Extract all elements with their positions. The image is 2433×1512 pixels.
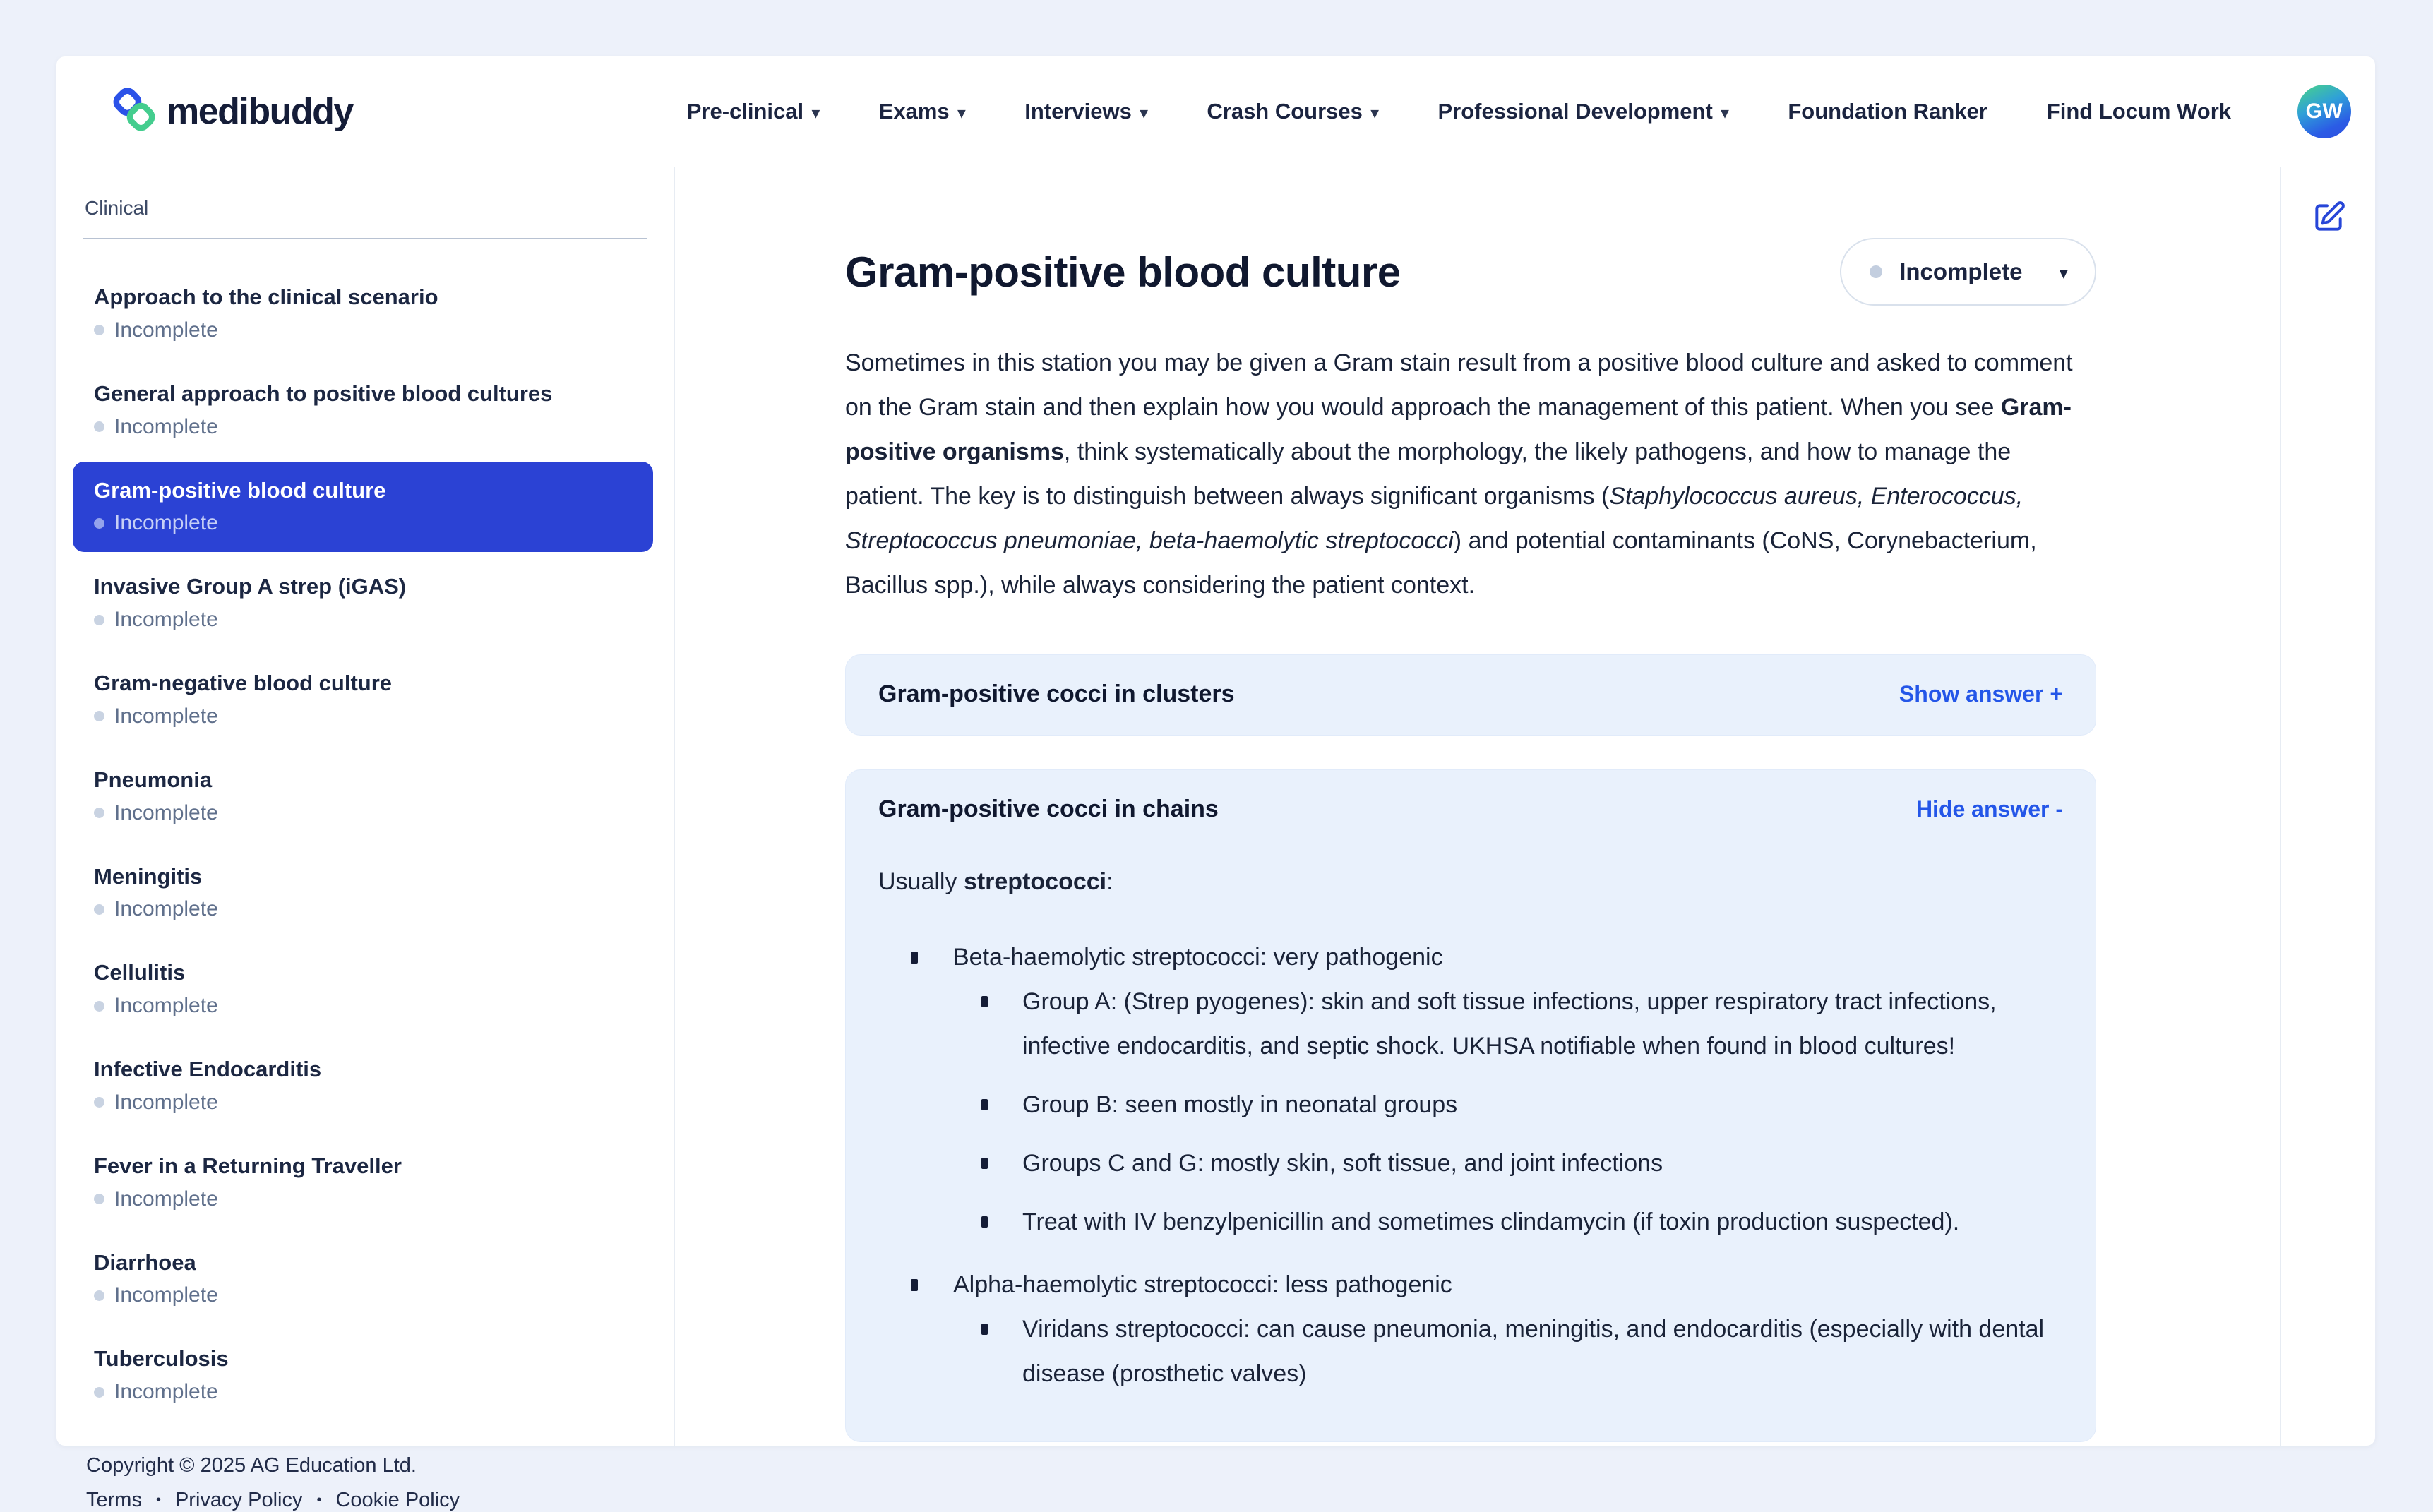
- sidebar-item-status: [94, 897, 635, 921]
- status-label: Incomplete: [114, 994, 218, 1017]
- intro-paragraph: [845, 341, 2096, 608]
- sidebar: [56, 167, 675, 1511]
- accordion-header[interactable]: [878, 680, 2063, 708]
- sidebar-item-status: [94, 994, 635, 1018]
- status-dropdown-label: Incomplete: [1899, 258, 2023, 284]
- sidebar-item-title: Approach to the clinical scenario: [94, 284, 438, 309]
- sidebar-item-status: [94, 511, 635, 535]
- sidebar-item-status: [94, 1187, 635, 1211]
- text-segment: Sometimes in this station you may be given a Gram stain result from a positive blood culture and asked to comment on the Gram stain and then explain how you would approach the management of this patient. When you see: [845, 349, 2073, 421]
- logo[interactable]: [112, 87, 353, 137]
- sidebar-item[interactable]: [73, 1040, 653, 1132]
- sidebar-item[interactable]: [73, 1234, 653, 1325]
- sidebar-item-title: Gram-positive blood culture: [94, 477, 386, 503]
- text-segment: :: [1106, 868, 1113, 895]
- nav-item-label: Interviews: [1024, 99, 1132, 124]
- status-label: Incomplete: [114, 511, 218, 535]
- footer-link[interactable]: Cookie Policy: [335, 1489, 460, 1511]
- status-label: Incomplete: [114, 800, 218, 824]
- app-window: [56, 56, 2375, 1511]
- status-label: Incomplete: [114, 1090, 218, 1114]
- sidebar-item-status: [94, 415, 635, 439]
- sidebar-list: [83, 268, 647, 1421]
- body-row: [56, 167, 2375, 1511]
- edit-icon[interactable]: [2311, 200, 2346, 235]
- status-dot-icon: [94, 808, 104, 818]
- sidebar-item-title: General approach to positive blood cultures: [94, 380, 553, 406]
- sidebar-item-title: Fever in a Returning Traveller: [94, 1153, 402, 1178]
- accordion-title: Gram-positive cocci in clusters: [878, 680, 1235, 707]
- sidebar-item[interactable]: [73, 751, 653, 842]
- sidebar-item[interactable]: [73, 1137, 653, 1228]
- status-dot-icon: [1870, 265, 1882, 278]
- bullet-text: Alpha-haemolytic streptococci: less pathogenic: [953, 1271, 1452, 1298]
- sidebar-item[interactable]: [73, 365, 653, 456]
- title-row: [845, 238, 2096, 306]
- accordion-body: [878, 860, 2063, 1396]
- bullet-item: [878, 1263, 2063, 1396]
- status-dot-icon: [94, 615, 104, 625]
- status-dot-icon: [94, 325, 104, 335]
- sidebar-item[interactable]: [73, 944, 653, 1035]
- text-segment: Staphylococcus aureus, Enterococcus, Streptococcus pneumoniae, beta-haemolytic streptococci: [845, 483, 2023, 554]
- accordion-toggle-link[interactable]: Show answer +: [1899, 681, 2063, 707]
- logo-wordmark: medibuddy: [167, 91, 353, 132]
- sidebar-divider: [83, 238, 647, 239]
- status-label: Incomplete: [114, 608, 218, 631]
- page-title: Gram-positive blood culture: [845, 248, 1401, 296]
- status-dot-icon: [94, 518, 104, 529]
- accordion: [845, 769, 2096, 1442]
- text-segment: Usually: [878, 868, 964, 895]
- status-dot-icon: [94, 711, 104, 721]
- sidebar-item-title: Invasive Group A strep (iGAS): [94, 574, 407, 599]
- footer-link-separator: •: [155, 1492, 161, 1508]
- main-panel: [675, 167, 2280, 1446]
- sidebar-item[interactable]: [73, 462, 653, 553]
- status-label: Incomplete: [114, 1187, 218, 1211]
- sidebar-item-title: Cellulitis: [94, 960, 186, 985]
- accordion: [845, 654, 2096, 736]
- status-label: Incomplete: [114, 318, 218, 342]
- nav-item-label: Professional Development: [1437, 99, 1713, 124]
- top-header: [56, 56, 2375, 167]
- status-dot-icon: [94, 1387, 104, 1398]
- bullet-text: Groups C and G: mostly skin, soft tissue, and joint infections: [1022, 1150, 1663, 1177]
- nav-item-foundation-ranker[interactable]: [1788, 99, 1987, 124]
- nav-item-label: Pre-clinical: [686, 99, 804, 124]
- avatar[interactable]: GW: [2297, 85, 2351, 138]
- bullet-list: [878, 935, 2063, 1396]
- bullet-text: Viridans streptococci: can cause pneumonia, meningitis, and endocarditis (especially with dental disease (prosthetic valves): [1022, 1316, 2045, 1387]
- sidebar-item-status: [94, 801, 635, 825]
- nav-item-crash-courses[interactable]: [1207, 99, 1378, 124]
- sidebar-item-status: [94, 1091, 635, 1115]
- text-segment: ) and potential contaminants (CoNS, Corynebacterium, Bacillus spp.), while always considering the patient context.: [845, 527, 2037, 599]
- sidebar-item[interactable]: [73, 848, 653, 939]
- status-dot-icon: [94, 1097, 104, 1108]
- bullet-item: [878, 935, 2063, 1244]
- footer-links: [86, 1489, 645, 1512]
- nav-item-label: Crash Courses: [1207, 99, 1363, 124]
- bullet-sublist: [953, 980, 2063, 1244]
- medibuddy-logo-icon: [112, 87, 157, 137]
- bullet-sublist: [953, 1307, 2063, 1396]
- status-label: Incomplete: [114, 1283, 218, 1307]
- main-content: [675, 167, 2280, 1442]
- sidebar-item[interactable]: [73, 1330, 653, 1421]
- sidebar-item-status: [94, 318, 635, 342]
- accordion-header[interactable]: [878, 796, 2063, 823]
- sidebar-item-status: [94, 704, 635, 728]
- text-segment: Gram-positive organisms: [845, 394, 2072, 465]
- bullet-text: Beta-haemolytic streptococci: very pathogenic: [953, 944, 1443, 971]
- nav-item-label: Exams: [878, 99, 950, 124]
- accordion-toggle-link[interactable]: Hide answer -: [1915, 796, 2063, 822]
- bullet-text: Group B: seen mostly in neonatal groups: [1022, 1091, 1458, 1118]
- status-dot-icon: [94, 1194, 104, 1204]
- sidebar-section-label: Clinical: [85, 197, 149, 219]
- sidebar-item[interactable]: [73, 558, 653, 649]
- status-dot-icon: [94, 1001, 104, 1012]
- nav-item-label: Foundation Ranker: [1788, 99, 1987, 124]
- nav-item-find-locum-work[interactable]: [2047, 99, 2231, 124]
- status-label: Incomplete: [114, 897, 218, 921]
- accordion-lead: [878, 860, 2063, 904]
- accordion-title: Gram-positive cocci in chains: [878, 796, 1219, 822]
- status-label: Incomplete: [114, 1380, 218, 1403]
- nav-item-pre-clinical[interactable]: [687, 99, 820, 124]
- sidebar-item-title: Gram-negative blood culture: [94, 671, 393, 695]
- status-dot-icon: [94, 421, 104, 432]
- sidebar-scroll: [56, 167, 674, 1427]
- chevron-down-icon: ▾: [1140, 104, 1148, 121]
- status-label: Incomplete: [114, 704, 218, 728]
- text-segment: streptococci: [963, 868, 1107, 895]
- footer-link-separator: •: [316, 1492, 322, 1508]
- nav-item-label: Find Locum Work: [2046, 99, 2231, 124]
- sidebar-item[interactable]: [73, 654, 653, 745]
- sidebar-item-status: [94, 1283, 635, 1307]
- nav-item-interviews[interactable]: [1024, 99, 1147, 124]
- sidebar-item-status: [94, 1380, 635, 1404]
- nav-item-professional-development[interactable]: [1437, 99, 1728, 124]
- bullet-subitem: [953, 1307, 2063, 1396]
- footer-link[interactable]: Terms: [86, 1489, 142, 1511]
- status-dot-icon: [94, 904, 104, 915]
- main-nav: [687, 99, 2231, 124]
- accordion-list: [845, 654, 2096, 1442]
- chevron-down-icon: ▾: [2059, 263, 2068, 283]
- bullet-text: Group A: (Strep pyogenes): skin and soft tissue infections, upper respiratory tract infections, infective endocarditis, and septic shock. UKHSA notifiable when found in blood cultures!: [1022, 988, 1997, 1060]
- bullet-subitem: [953, 1200, 2063, 1244]
- sidebar-footer: [56, 1427, 674, 1512]
- bullet-subitem: [953, 1141, 2063, 1186]
- sidebar-item-title: Diarrhoea: [94, 1249, 196, 1275]
- text-segment: , think systematically about the morphology, the likely pathogens, and how to manage the patient. The key is to distinguish between always significant organisms (: [845, 438, 2011, 510]
- chevron-down-icon: ▾: [812, 104, 820, 121]
- bullet-subitem: [953, 1083, 2063, 1127]
- status-label: Incomplete: [114, 414, 218, 438]
- sidebar-item[interactable]: [73, 268, 653, 359]
- right-rail: [2280, 167, 2375, 1446]
- footer-link[interactable]: Privacy Policy: [174, 1489, 303, 1511]
- chevron-down-icon: ▾: [1721, 104, 1729, 121]
- sidebar-item-title: Meningitis: [94, 863, 203, 889]
- chevron-down-icon: ▾: [1370, 104, 1379, 121]
- bullet-text: Treat with IV benzylpenicillin and sometimes clindamycin (if toxin production suspected).: [1022, 1208, 1960, 1235]
- chevron-down-icon: ▾: [957, 104, 966, 121]
- copyright-text: Copyright © 2025 AG Education Ltd.: [86, 1454, 417, 1477]
- sidebar-item-title: Infective Endocarditis: [94, 1057, 322, 1081]
- sidebar-item-status: [94, 608, 635, 632]
- nav-item-exams[interactable]: [879, 99, 966, 124]
- bullet-subitem: [953, 980, 2063, 1069]
- status-dot-icon: [94, 1290, 104, 1301]
- sidebar-item-title: Pneumonia: [94, 767, 213, 792]
- status-dropdown[interactable]: [1840, 238, 2096, 306]
- sidebar-item-title: Tuberculosis: [94, 1346, 229, 1372]
